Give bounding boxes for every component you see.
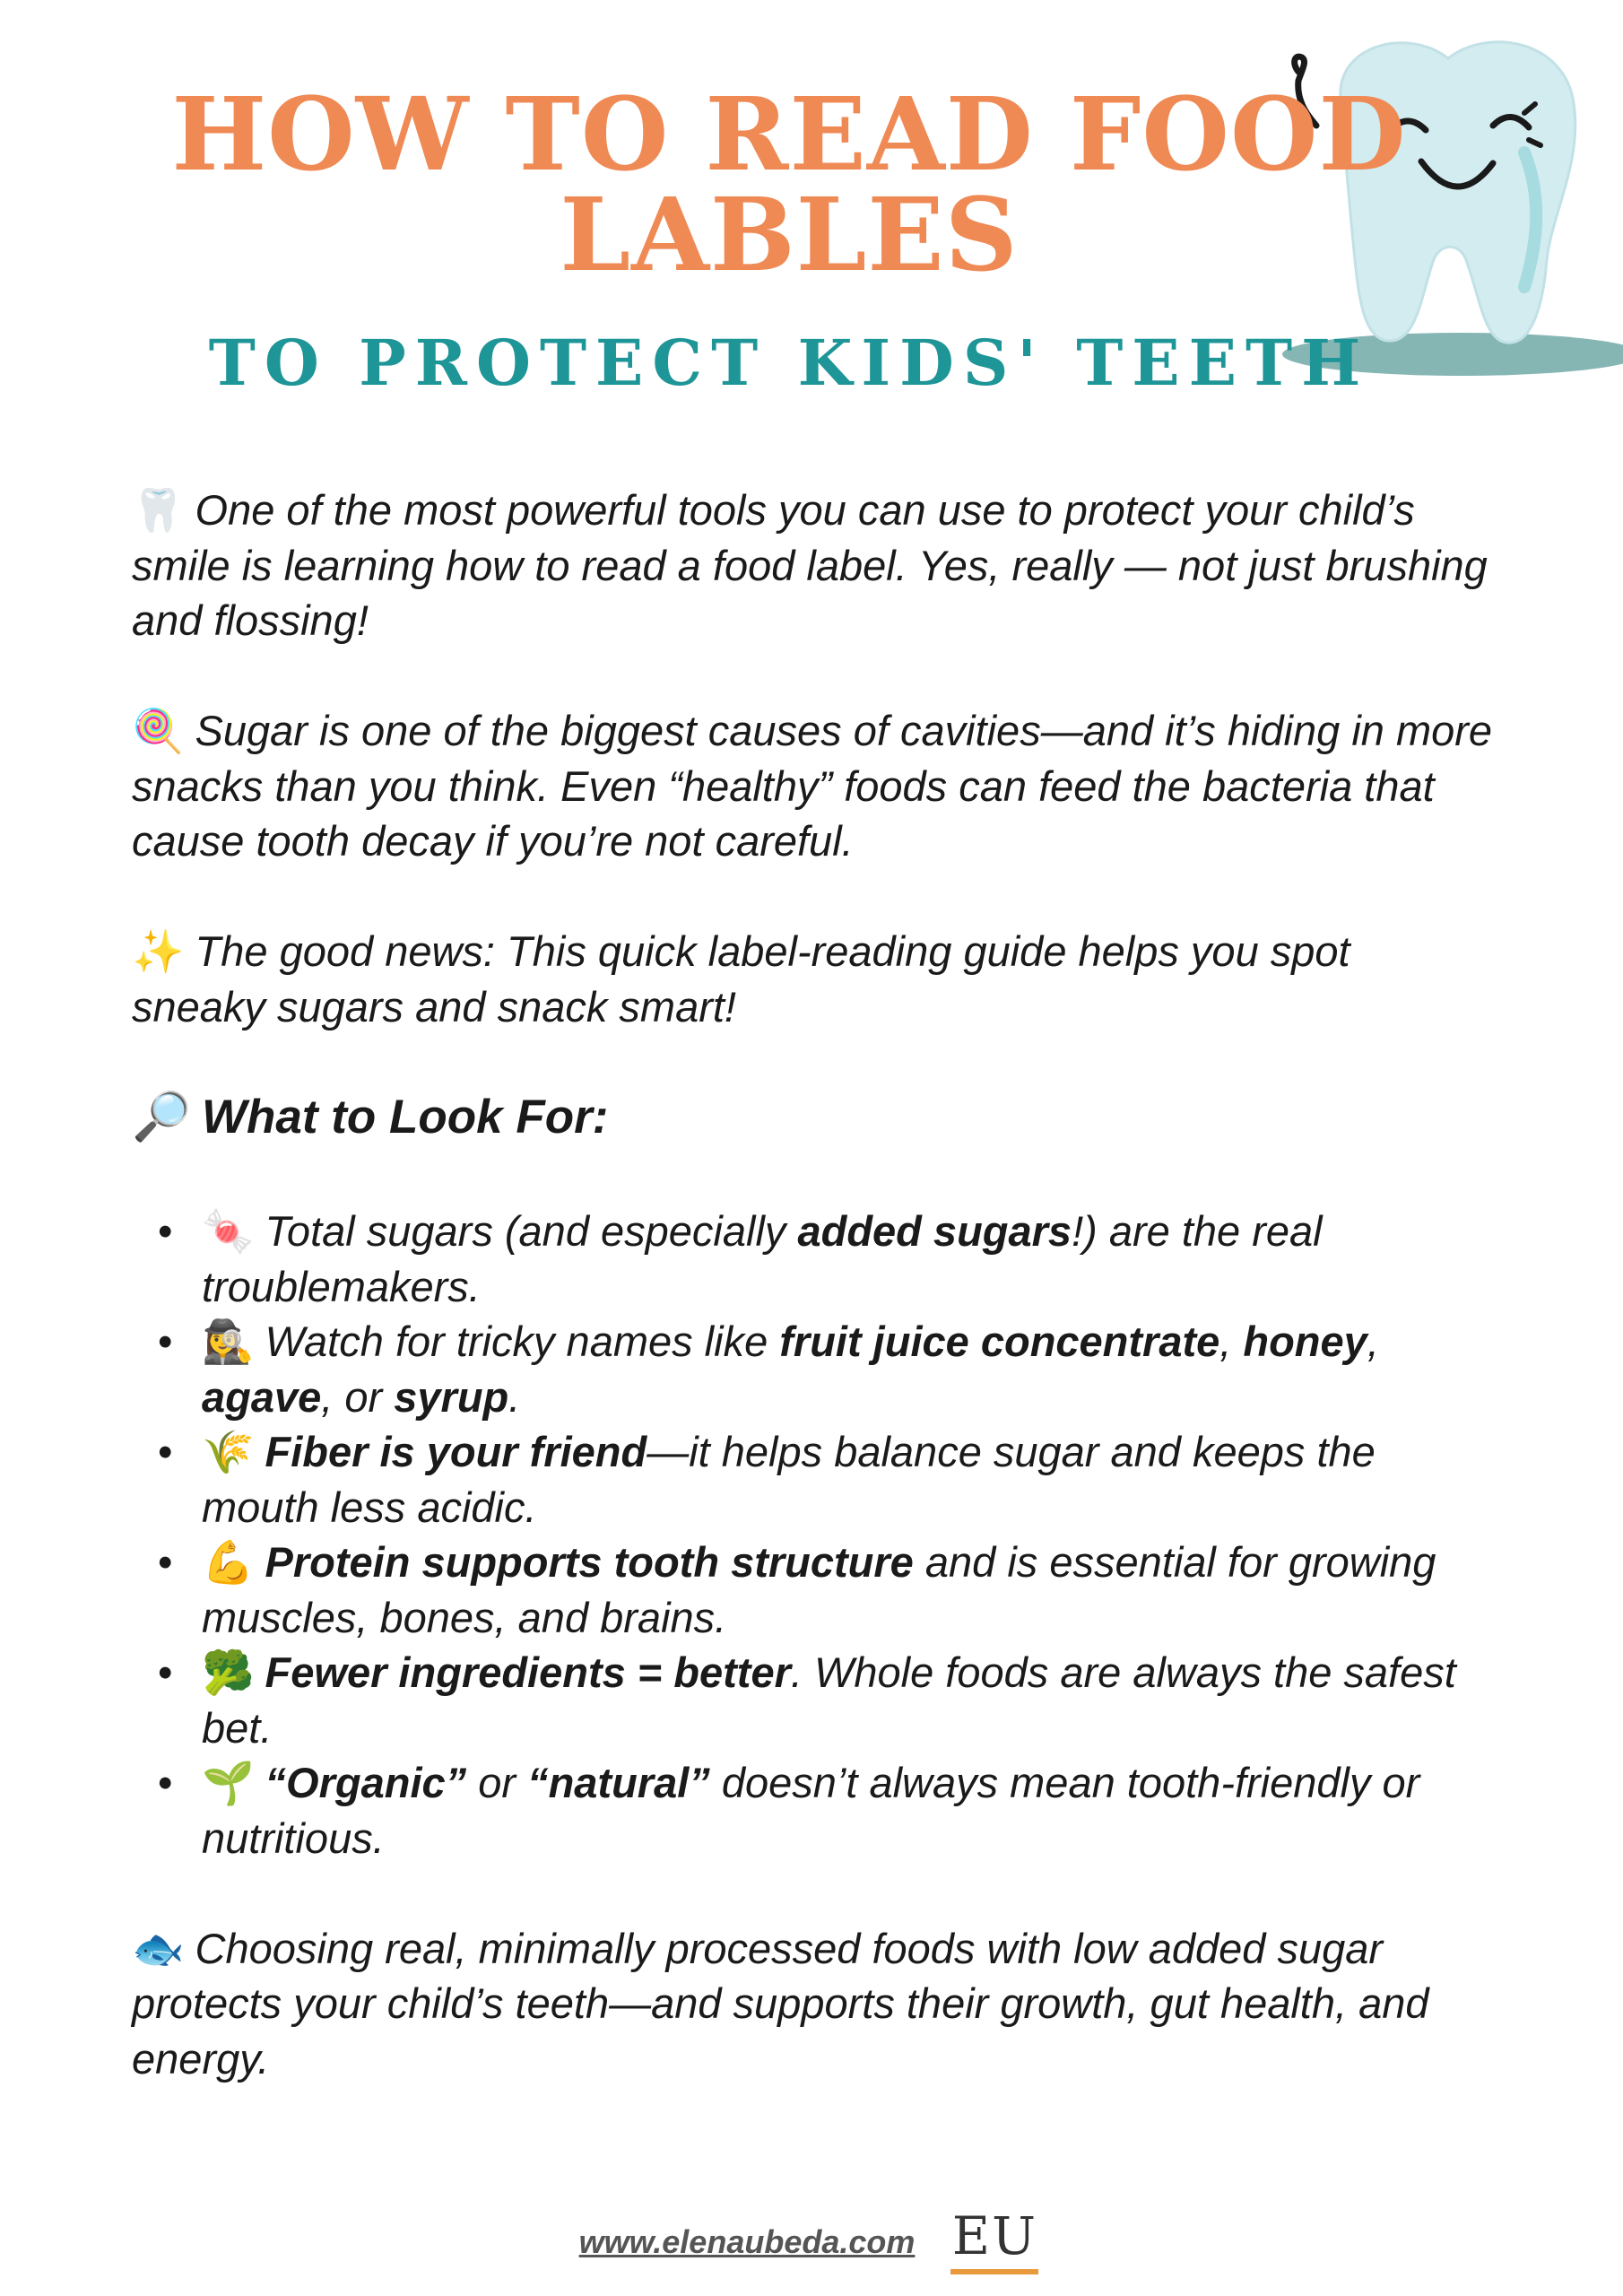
bullet: •	[158, 1207, 173, 1255]
sugar-paragraph	[132, 703, 1495, 869]
broccoli-icon: 🥦	[202, 1648, 255, 1696]
candy-icon: 🍬	[202, 1207, 255, 1255]
item-text: , or	[321, 1372, 395, 1421]
item-bold-text: “natural”	[527, 1759, 710, 1806]
intro-paragraph	[132, 483, 1495, 648]
sugar-text: Sugar is one of the biggest causes of cavities—and it’s hiding in more snacks than you think. Even “healthy” foods can feed the bacteria that cause tooth decay if you’re not careful.	[132, 707, 1493, 865]
website-link[interactable]: www.elenaubeda.com	[578, 2223, 916, 2260]
item-bold-text: “Organic”	[265, 1759, 467, 1806]
bullet: •	[158, 1538, 173, 1586]
look-for-list	[132, 1204, 1495, 1866]
magnifier-icon: 🔎	[132, 1090, 191, 1144]
good-news-text: The good news: This quick label-reading guide helps you spot sneaky sugars and snack smart!	[132, 927, 1350, 1031]
main-content	[132, 483, 1495, 2142]
item-bold-text: honey	[1243, 1318, 1367, 1365]
item-text: doesn’t always mean tooth-friendly or nutritious.	[202, 1759, 1420, 1862]
item-text: Watch for tricky names like	[265, 1318, 780, 1365]
item-text: . Whole foods are always the safest bet.	[202, 1648, 1456, 1752]
title-line-2: LABLES	[560, 177, 1019, 294]
detective-icon: 🕵️‍♀️	[202, 1318, 255, 1365]
muscle-icon: 💪	[202, 1538, 255, 1586]
item-text: and is essential for growing muscles, bones, and brains.	[202, 1538, 1436, 1641]
item-bold-text: syrup	[394, 1372, 509, 1421]
item-text: ,	[1367, 1318, 1379, 1365]
seedling-icon: 🌱	[202, 1759, 255, 1806]
page-subtitle: TO PROTECT KIDS' TEETH	[208, 326, 1370, 400]
wheat-icon: 🌾	[202, 1428, 255, 1475]
logo-text: EU	[951, 2205, 1037, 2266]
tooth-icon: 🦷	[132, 486, 185, 534]
item-text: or	[466, 1759, 528, 1806]
item-bold-text: fruit juice concentrate	[779, 1318, 1220, 1365]
item-text: .	[508, 1372, 521, 1421]
list-item	[132, 1314, 1495, 1424]
item-text: —it helps balance sugar and keeps the mouth less acidic.	[202, 1428, 1376, 1531]
item-bold-text: Fewer ingredients = better	[265, 1648, 791, 1696]
item-bold-text: Protein supports tooth structure	[265, 1538, 914, 1586]
sparkles-icon: ✨	[132, 927, 185, 975]
item-bold-text: added sugars	[797, 1207, 1072, 1255]
item-text: !) are the real troublemakers.	[202, 1207, 1323, 1310]
list-item	[132, 1645, 1495, 1755]
section-heading-text: What to Look For:	[202, 1090, 609, 1144]
item-bold-text: Fiber is your friend	[265, 1428, 647, 1475]
closing-text: Choosing real, minimally processed foods with low added sugar protects your child’s teeth—and supports their growth, gut health, and energy.	[132, 1924, 1429, 2083]
fish-icon: 🐟	[132, 1924, 185, 1972]
bullet: •	[158, 1648, 173, 1696]
list-item	[132, 1204, 1495, 1314]
bullet: •	[158, 1318, 173, 1365]
bullet: •	[158, 1759, 173, 1806]
closing-paragraph	[132, 1921, 1495, 2087]
list-item	[132, 1755, 1495, 1866]
intro-text: One of the most powerful tools you can use to protect your child’s smile is learning how to read a food label. Yes, really — not just brushing and flossing!	[132, 486, 1488, 644]
list-item	[132, 1535, 1495, 1645]
lollipop-icon: 🍭	[132, 707, 185, 754]
item-text: Total sugars (and especially	[265, 1207, 798, 1255]
logo-underline	[950, 2269, 1038, 2274]
good-news-paragraph	[132, 924, 1495, 1034]
section-heading	[132, 1090, 1495, 1145]
title-line-1: HOW TO READ FOOD	[171, 76, 1407, 194]
eu-logo	[945, 2206, 1044, 2278]
item-bold-text: agave	[202, 1372, 322, 1421]
bullet: •	[158, 1428, 173, 1475]
list-item	[132, 1424, 1495, 1535]
item-text: ,	[1219, 1318, 1244, 1365]
page-title	[135, 76, 1444, 294]
footer	[0, 2206, 1623, 2278]
